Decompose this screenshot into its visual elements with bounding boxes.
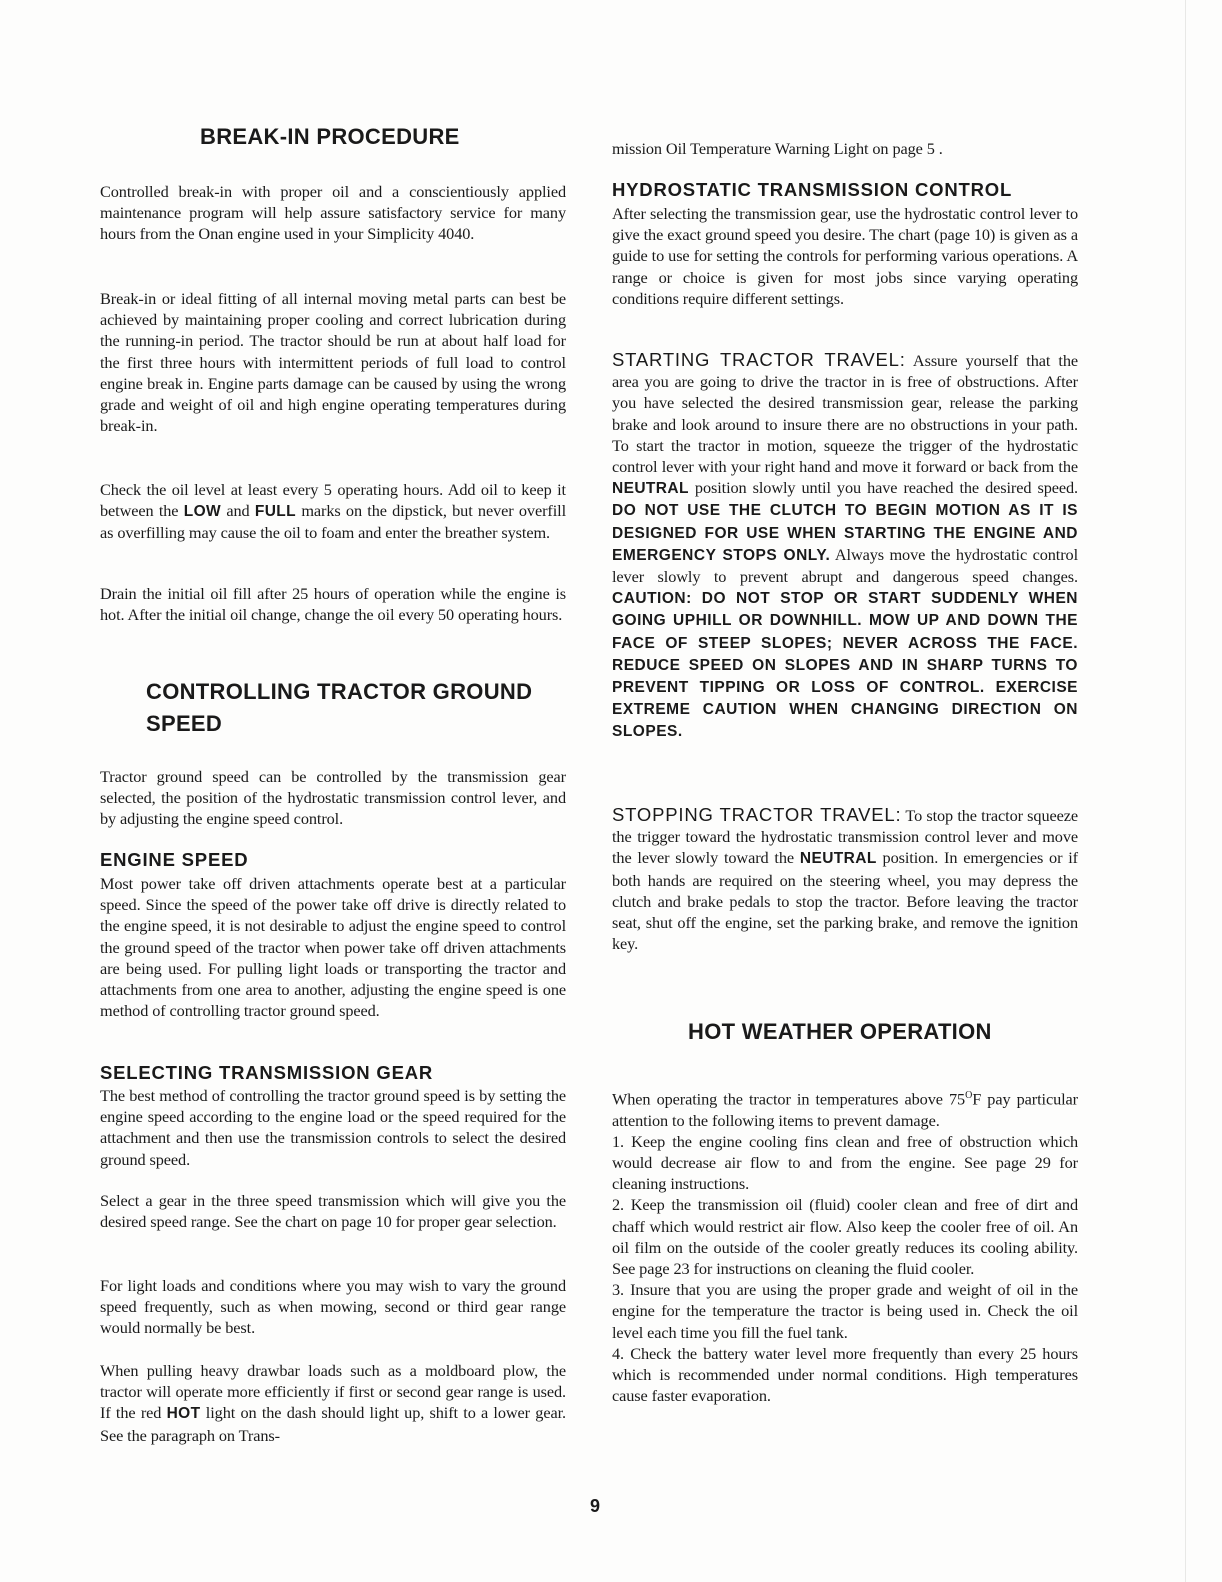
starting-travel-section: STARTING TRACTOR TRAVEL: Assure yourself that the area you are going to drive the tractor in is free of obstructions. After you have selected the desired transmission gear, release the parking brake and look around to insure there are no obstructions in your path. To start the tractor in motion, squeeze the trigger of the hydrostatic control lever with your right hand and move it forward or back from the NEUTRAL position slowly until you have reached the desired speed. DO NOT USE THE CLUTCH TO BEGIN MOTION AS IT IS DESIGNED FOR USE WHEN STARTING THE ENGINE AND EMERGENCY STOPS ONLY. Always move the hydrostatic control lever slowly to prevent abrupt and dangerous speed changes. CAUTION: DO NOT STOP OR START SUDDENLY WHEN GOING UPHILL OR DOWNHILL. MOW UP AND DOWN THE FACE OF STEEP SLOPES; NEVER ACROSS THE FACE. REDUCE SPEED ON SLOPES AND IN SHARP TURNS TO PREVENT TIPPING OR LOSS OF CONTROL. EXERCISE EXTREME CAUTION WHEN CHANGING DIRECTION ON SLOPES. bbox=[612, 349, 1078, 741]
selecting-gear-paragraph-2: Select a gear in the three speed transmission which will give you the desired speed range. See the chart on page 10 for proper gear selection. bbox=[100, 1191, 566, 1232]
engine-speed-paragraph: Most power take off driven attachments operate best at a particular speed. Since the speed of the power take off drive is directly related to the engine speed, it is not desirable to adjust the engine speed to control the ground speed of the tractor when power take off driven attachments are being used. For pulling light loads or transporting the tractor and attachments from one area to another, adjusting the engine speed is one method of controlling tractor ground speed. bbox=[100, 874, 566, 1021]
list-item: 3. Insure that you are using the proper grade and weight of oil in the engine for the temperature the tractor is being used in. Check the oil level each time you fill the fuel tank. bbox=[612, 1280, 1078, 1342]
break-in-paragraph-1: Controlled break-in with proper oil and a conscientiously applied maintenance program will help assure satisfactory service for many hours from the Onan engine used in your Simplicity 4040. bbox=[100, 182, 566, 244]
low-mark: LOW bbox=[183, 503, 222, 521]
full-mark: FULL bbox=[254, 503, 297, 521]
continuation-line: mission Oil Temperature Warning Light on page 5 . bbox=[612, 139, 943, 158]
hot-light-label: HOT bbox=[166, 1405, 201, 1423]
break-in-paragraph-4: Drain the initial oil fill after 25 hours of operation while the engine is hot. After the initial oil change, change the oil every 50 operating hours. bbox=[100, 584, 566, 625]
ground-speed-paragraph: Tractor ground speed can be controlled by the transmission gear selected, the position of the hydrostatic transmission control lever, and by adjusting the engine speed control. bbox=[100, 767, 566, 829]
hydrostatic-control-paragraph: After selecting the transmission gear, use the hydrostatic control lever to give the exact ground speed you desire. The chart (page 10) is given as a guide to use for setting the controls for performing various operations. A range or choice is given for most jobs since varying operating conditions require different settings. bbox=[612, 204, 1078, 308]
ground-speed-title: CONTROLLING TRACTOR GROUND SPEED bbox=[146, 679, 533, 736]
break-in-title: BREAK-IN PROCEDURE bbox=[200, 124, 460, 149]
hot-weather-title: HOT WEATHER OPERATION bbox=[688, 1019, 992, 1044]
hot-weather-intro: When operating the tractor in temperatures above $75^OF$ pay particular attention to the following items to prevent damage. bbox=[612, 1089, 1078, 1130]
hydrostatic-control-title: HYDROSTATIC TRANSMISSION CONTROL bbox=[612, 179, 1013, 200]
stopping-travel-title: STOPPING TRACTOR TRAVEL: bbox=[612, 804, 902, 825]
selecting-gear-title: SELECTING TRANSMISSION GEAR bbox=[100, 1062, 434, 1083]
selecting-gear-paragraph-1: The best method of controlling the tractor ground speed is by setting the engine speed according to the engine load or the speed required for the attachment and then use the transmission controls to select the desired ground speed. bbox=[100, 1086, 566, 1169]
list-item: 4. Check the battery water level more frequently than every 25 hours which is recommended under normal conditions. High temperatures cause faster evaporation. bbox=[612, 1343, 1078, 1406]
scan-edge-line bbox=[1185, 0, 1186, 1582]
engine-speed-title: ENGINE SPEED bbox=[100, 849, 249, 870]
selecting-gear-paragraph-3: For light loads and conditions where you may wish to vary the ground speed frequently, such as when mowing, second or third gear range would normally be best. bbox=[100, 1276, 566, 1338]
selecting-gear-paragraph-4: When pulling heavy drawbar loads such as a moldboard plow, the tractor will operate more efficiently if first or second gear range is used. If the red HOT light on the dash should light up, shift to a lower gear. See the paragraph on Trans- bbox=[100, 1361, 566, 1445]
stopping-travel-section: STOPPING TRACTOR TRAVEL: To stop the tractor squeeze the trigger toward the hydrostatic transmission control lever and move the lever slowly toward the NEUTRAL position. In emergencies or if both hands are required on the steering wheel, you may depress the clutch and brake pedals to stop the tractor. Before leaving the tractor seat, shut off the engine, set the parking brake, and remove the ignition key. bbox=[612, 804, 1078, 954]
hot-weather-content bbox=[612, 1085, 1078, 1406]
page-number: 9 bbox=[589, 1496, 600, 1516]
starting-travel-title: STARTING TRACTOR TRAVEL: bbox=[612, 349, 906, 370]
break-in-paragraph-3: Check the oil level at least every 5 operating hours. Add oil to keep it between the LOW and FULL marks on the dipstick, but never overfill as overfilling may cause the oil to foam and enter the breather system. bbox=[100, 480, 566, 543]
break-in-paragraph-2: Break-in or ideal fitting of all internal moving metal parts can best be achieved by maintaining proper cooling and correct lubrication during the running-in period. The tractor should be run at about half load for the first three hours with intermittent periods of full load to control engine break in. Engine parts damage can be caused by using the wrong grade and weight of oil and high engine operating temperatures during break-in. bbox=[100, 289, 566, 436]
list-item: 2. Keep the transmission oil (fluid) cooler clean and free of dirt and chaff which would restrict air flow. Also keep the cooler free of oil. An oil film on the outside of the cooler greatly reduces its cooling ability. See page 23 for instructions on cleaning the fluid cooler. bbox=[612, 1195, 1078, 1279]
clutch-warning: DO NOT USE THE CLUTCH TO BEGIN MOTION AS IT IS DESIGNED FOR USE WHEN STARTING THE ENGINE AND EMERGENCY STOPS ONLY. bbox=[612, 502, 1078, 564]
slope-caution: CAUTION: DO NOT STOP OR START SUDDENLY WHEN GOING UPHILL OR DOWNHILL. MOW UP AND DOWN THE FACE OF STEEP SLOPES; NEVER ACROSS THE FACE. REDUCE SPEED ON SLOPES AND IN SHARP TURNS TO PREVENT TIPPING OR LOSS OF CONTROL. EXERCISE EXTREME CAUTION WHEN CHANGING DIRECTION ON SLOPES. bbox=[612, 590, 1078, 741]
list-item: 1. Keep the engine cooling fins clean and free of obstruction which would decrease air flow to and from the engine. See page 29 for cleaning instructions. bbox=[612, 1131, 1078, 1194]
